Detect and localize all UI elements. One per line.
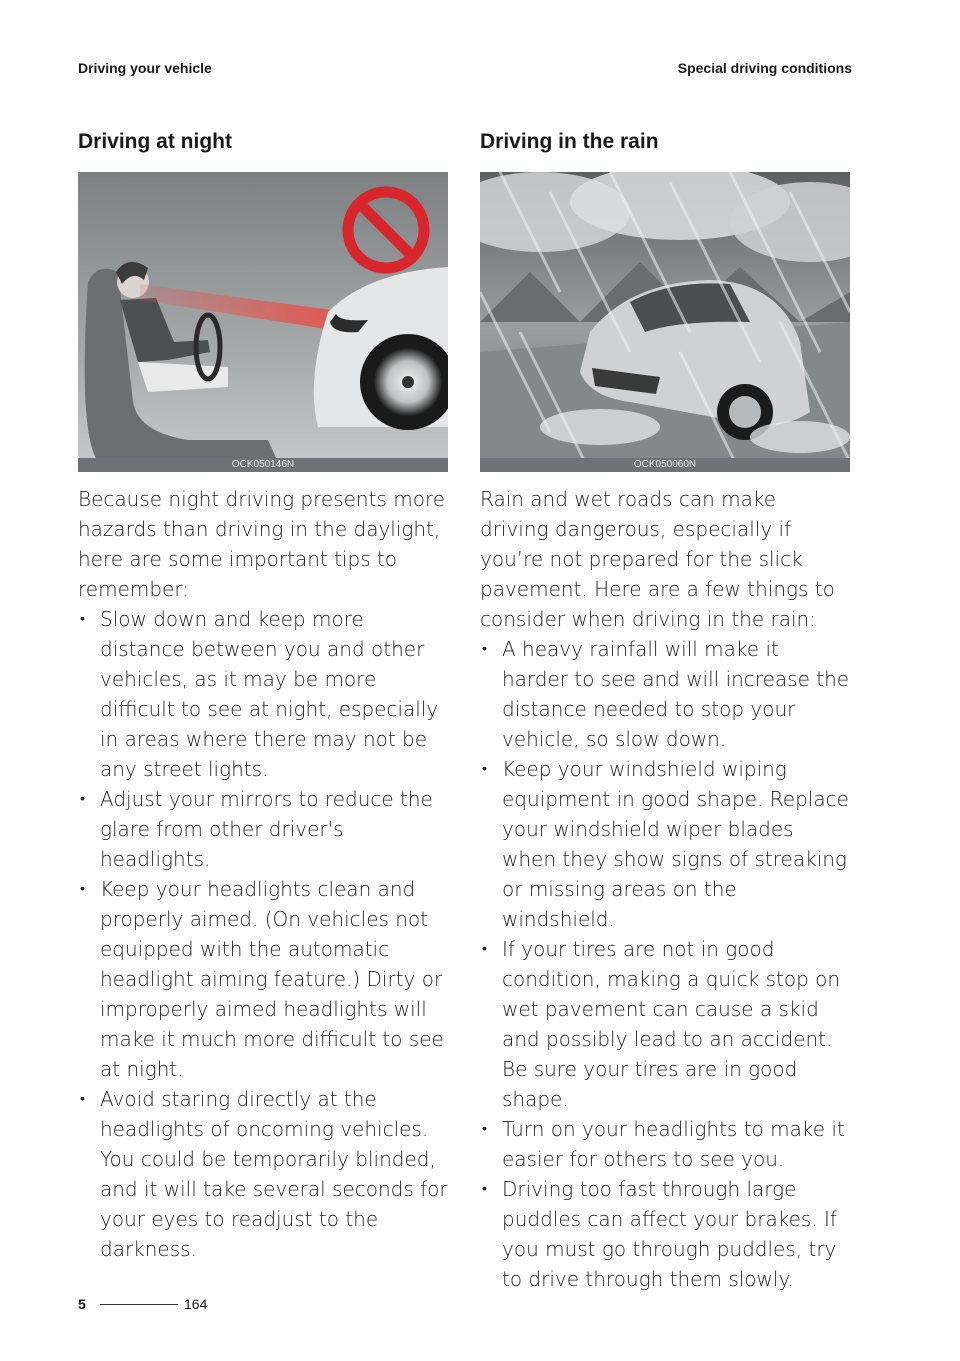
list-item: • A heavy rainfall will make it harder to see and will increase the distance needed to stop your vehicle, so slow down. (482, 637, 850, 751)
rain-driving-text (480, 484, 850, 1294)
night-intro-paragraph: Because night driving presents more hazards than driving in the daylight, here are some important tips to remember: (78, 487, 446, 601)
night-driving-title: Driving at night (78, 130, 232, 153)
list-item: • Avoid staring directly at the headlights of oncoming vehicles. You could be temporarily blinded, and it will take several seconds for your eyes to readjust to the darkness. (80, 1087, 448, 1261)
list-item: • Keep your headlights clean and properly aimed. (On vehicles not equipped with the automatic headlight aiming feature.) Dirty or improperly aimed headlights will make it much more difficult to see at night. (80, 877, 444, 1081)
running-header-section: Special driving conditions (677, 60, 852, 76)
night-driving-column (78, 130, 448, 1264)
rain-car-drawing (480, 172, 850, 472)
rain-driving-column (480, 130, 850, 1294)
rain-driving-illustration (480, 172, 850, 472)
running-header-chapter: Driving your vehicle (78, 60, 212, 76)
rain-driving-title: Driving in the rain (480, 130, 659, 153)
night-tips-list (78, 604, 448, 1264)
rain-figure-code: OCK050060N (480, 458, 850, 472)
night-driving-illustration (78, 172, 448, 472)
list-item: • Turn on your headlights to make it easier for others to see you. (482, 1117, 845, 1171)
list-item: • Keep your windshield wiping equipment in good shape. Replace your windshield wiper blades when they show signs of streaking or missing areas on the windshield. (482, 757, 849, 931)
footer-section-number: 5 (78, 1296, 86, 1312)
footer-divider (100, 1304, 178, 1305)
list-item: • If your tires are not in good condition, making a quick stop on wet pavement can cause a skid and possibly lead to an accident. Be sure your tires are in good shape. (482, 937, 841, 1111)
night-glare-drawing (78, 172, 448, 472)
list-item: • Adjust your mirrors to reduce the glare from other driver's headlights. (80, 787, 433, 871)
rain-intro-paragraph: Rain and wet roads can make driving dangerous, especially if you’re not prepared for the slick pavement. Here are a few things to consider when driving in the rain: (480, 487, 835, 631)
footer-page-number: 164 (184, 1296, 208, 1312)
night-figure-code: OCK050146N (78, 458, 448, 472)
night-driving-text (78, 484, 448, 1264)
list-item: • Driving too fast through large puddles can affect your brakes. If you must go through puddles, try to drive through them slowly. (482, 1177, 837, 1291)
rain-tips-list (480, 634, 850, 1294)
list-item: • Slow down and keep more distance between you and other vehicles, as it may be more difficult to see at night, especially in areas where there may not be any street lights. (80, 607, 439, 781)
